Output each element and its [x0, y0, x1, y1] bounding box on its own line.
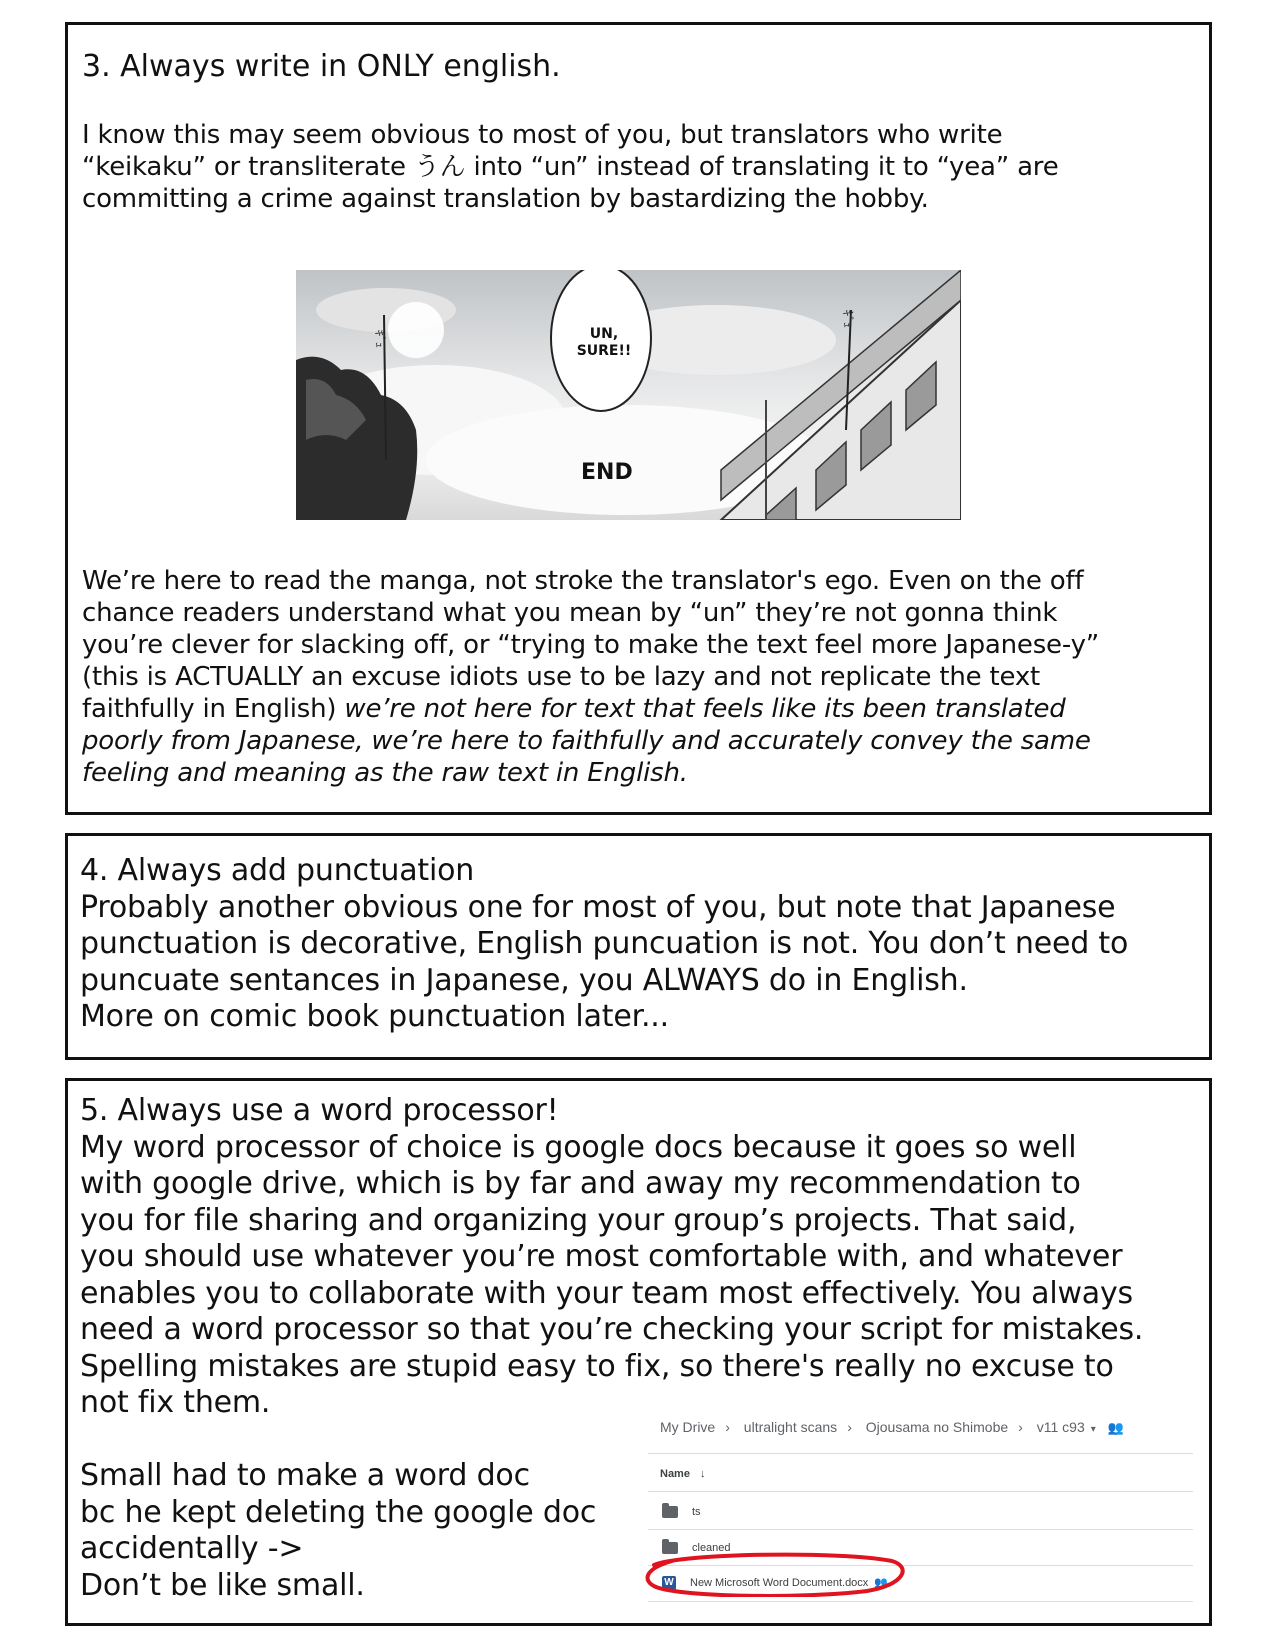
note-line: accidentally -> [80, 1531, 304, 1566]
intro-line: I know this may seem obvious to most of you, but translators who write [82, 120, 1003, 150]
small-note [80, 1458, 596, 1604]
shared-folder-icon [662, 1506, 678, 1518]
body-line-italic: we’re not here for text that feels like its been translated [344, 694, 1066, 724]
word-doc-icon: W [662, 1576, 676, 1590]
file-name: ts [692, 1506, 701, 1518]
section-5-line: need a word processor so that you’re checking your script for mistakes. [80, 1312, 1144, 1347]
chevron-right-icon: › [725, 1419, 730, 1435]
chevron-right-icon: › [1018, 1419, 1023, 1435]
shared-people-icon: 👥 [1107, 1420, 1124, 1435]
breadcrumb-ojousama[interactable]: Ojousama no Shimobe [865, 1419, 1009, 1435]
body-line: you’re clever for slacking off, or “trying to make the text feel more Japanese-y” [82, 630, 1100, 660]
bubble-text: SURE!! [576, 343, 632, 359]
divider [648, 1529, 1193, 1530]
section-5-text [80, 1093, 1143, 1422]
body-line: (this is ACTUALLY an excuse idiots use to be lazy and not replicate the text [82, 662, 1041, 692]
breadcrumb-current-folder[interactable]: v11 c93 [1036, 1419, 1085, 1435]
body-line [82, 693, 1099, 725]
red-highlight-circle [642, 1551, 908, 1597]
name-header-label: Name [660, 1468, 690, 1480]
section-5-line: enables you to collaborate with your team most effectively. You always [80, 1275, 1133, 1311]
section-5-line: you for file sharing and organizing your group’s projects. That said, [80, 1202, 1077, 1238]
intro-line: committing a crime against translation by bastardizing the hobby. [82, 184, 929, 214]
svg-text:ｷﾞｭ: ｷﾞｭ [841, 310, 855, 329]
sort-arrow-icon[interactable]: ↓ [699, 1468, 706, 1480]
divider [648, 1453, 1193, 1454]
file-row[interactable] [662, 1506, 701, 1518]
dropdown-caret-icon[interactable]: ▾ [1090, 1424, 1096, 1435]
google-drive-screenshot [648, 1413, 1193, 1623]
bubble-text: UN, [589, 326, 619, 342]
breadcrumb-ultralight-scans[interactable]: ultralight scans [743, 1419, 838, 1435]
body-italic-line: feeling and meaning as the raw text in English. [82, 758, 688, 788]
svg-text:ｷﾞｭ: ｷﾞｭ [373, 330, 387, 349]
section-5-line: Spelling mistakes are stupid easy to fix, so there's really no excuse to [80, 1348, 1114, 1384]
name-column-header[interactable] [660, 1468, 705, 1480]
note-line: bc he kept deleting the google doc [80, 1494, 597, 1530]
section-5-heading: 5. Always use a word processor! [80, 1093, 559, 1128]
body-italic-line: poorly from Japanese, we’re here to faithfully and accurately convey the same [82, 726, 1091, 756]
section-4-heading: 4. Always add punctuation [80, 853, 475, 888]
end-text: END [581, 460, 633, 485]
section-4-line: puncuate sentances in Japanese, you ALWAYS do in English. [80, 962, 968, 998]
intro-line: “keikaku” or transliterate うん into “un” instead of translating it to “yea” are [82, 152, 1059, 182]
body-line: chance readers understand what you mean by “un” they’re not gonna think [82, 598, 1058, 628]
section-5-box [65, 1078, 1212, 1626]
chevron-right-icon: › [847, 1419, 852, 1435]
section-4-line: punctuation is decorative, English puncuation is not. You don’t need to [80, 926, 1129, 961]
section-5-line: you should use whatever you’re most comfortable with, and whatever [80, 1239, 1123, 1274]
body-line-regular: faithfully in English) [82, 694, 345, 724]
section-4-line: More on comic book punctuation later... [80, 999, 669, 1034]
file-name: New Microsoft Word Document.docx [690, 1577, 869, 1589]
section-4-text [80, 853, 1128, 1036]
divider [648, 1601, 1193, 1602]
note-line: Small had to make a word doc [80, 1458, 530, 1493]
section-5-line: not fix them. [80, 1385, 271, 1420]
body-line: We’re here to read the manga, not stroke the translator's ego. Even on the off [82, 566, 1084, 596]
section-3-body [82, 565, 1099, 789]
section-5-line: with google drive, which is by far and away my recommendation to [80, 1166, 1081, 1201]
section-4-box [65, 833, 1212, 1060]
section-3-heading: 3. Always write in ONLY english. [82, 49, 561, 84]
file-name: cleaned [692, 1542, 731, 1554]
section-3-box [65, 22, 1212, 815]
section-4-line: Probably another obvious one for most of you, but note that Japanese [80, 889, 1116, 925]
divider [648, 1491, 1193, 1492]
breadcrumb-my-drive[interactable]: My Drive [660, 1419, 716, 1435]
speech-bubble [574, 326, 634, 360]
note-line: Don’t be like small. [80, 1567, 365, 1603]
breadcrumb [660, 1419, 1130, 1436]
section-5-line: My word processor of choice is google docs because it goes so well [80, 1129, 1077, 1165]
section-3-intro [82, 119, 1059, 215]
manga-panel-image [296, 270, 961, 520]
shared-people-icon: 👥 [874, 1577, 889, 1589]
